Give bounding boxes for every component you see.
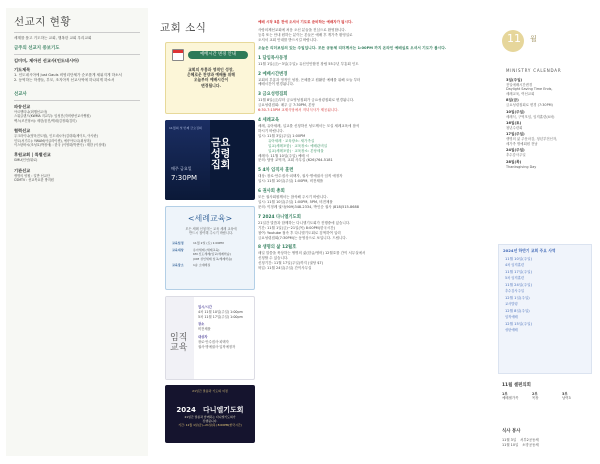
item-line: 세례, 유아세례, 입교를 신청하신 성도께서는 모실 세례교육에 참석 xyxy=(258,124,360,129)
calendar-icon xyxy=(172,49,184,61)
schedule-item xyxy=(499,257,591,267)
item-line: 문의: 이정례 권사(909)348-2334, 박인순 권사 (818)515-8688 xyxy=(258,204,359,209)
announcement-item xyxy=(258,117,490,163)
poster-title: 다니엘기도회 xyxy=(203,406,244,414)
block-line: 스위클랜드(KWMA 지교부): 임성진(자비량선교사쩡원) xyxy=(14,114,91,119)
schedule-item xyxy=(499,296,591,306)
card-line: 4차 11월 10일(주일) 1:00pm xyxy=(198,309,243,314)
schedule-text: 4차 임직훈련 xyxy=(505,263,525,267)
item-line: 세례식: 11월 10일(주일) 예배 시 xyxy=(258,153,310,158)
schedule-item xyxy=(499,270,591,280)
calendar-item xyxy=(506,148,590,157)
item-line: 대상: 장로·안수집사·피택자, 권사·명예권사 임직 예정자 xyxy=(258,174,343,179)
schedule-item xyxy=(499,283,591,293)
announcements xyxy=(258,20,490,271)
divider xyxy=(14,32,140,33)
banner-line: 교회의 부흥과 영적인 성장, xyxy=(188,67,234,72)
calendar-title: MINISTRY CALENDAR xyxy=(506,68,562,73)
block-title: 협력선교 xyxy=(14,128,31,134)
schedule-item xyxy=(499,322,591,332)
intro-line: 오셔서 교회 안내를 받으시길 바랍니다. xyxy=(258,37,318,42)
card-line: 5차 11월 17일(주일) 1:00pm xyxy=(198,314,243,319)
card-line: 권사·명예권사·입직예정자 xyxy=(198,344,236,349)
cell-key: 3부 xyxy=(562,392,568,396)
duty-date: 11월 10일 xyxy=(502,442,519,447)
calendar-date: 17일(주일) xyxy=(506,132,525,137)
schedule-item xyxy=(499,309,591,319)
row-value: 11월 2일 (토) 1:00PM xyxy=(193,241,224,245)
card-title: <세례교육> xyxy=(187,214,233,223)
poster-line: 21일간 말씀과 함께하는 다니엘기도회가 xyxy=(184,415,236,419)
item-line: 신청할 수 있습니다. xyxy=(258,256,289,261)
poster-top: 21일간 말씀과 기도의 여정 xyxy=(192,389,228,393)
schedule-title: 2024년 하반기 교회 주요 사역 xyxy=(503,248,556,253)
meal-service-list xyxy=(502,438,590,447)
row-value: 유아세례 (세례교육) xyxy=(193,247,220,252)
cell-value: 예배셀가족 xyxy=(502,396,519,401)
item-line: 21일간 말씀과 함께하는 다니엘기도회가 진행중에 있습니다. xyxy=(258,220,351,225)
card-line: 장로·안수집사·피택자 xyxy=(198,339,229,344)
meal-service-title: 식사 봉사 xyxy=(502,429,521,434)
poster-line: 진행됩니다. xyxy=(202,419,218,423)
banner-heading: 예배시간 변경 안내 xyxy=(188,51,248,59)
item-line: 교회의 부흥과 영적인 성장, 은혜롭고 원활한 예배를 위해 오늘 부터 xyxy=(258,77,361,82)
calendar-date: 10일(주일) xyxy=(506,109,525,114)
duty-team: 소망공동체 xyxy=(522,442,539,447)
calendar-date: 16일(토) xyxy=(506,121,522,126)
item-line: 입교(세례포함) · 교육장소: 예배관비실 xyxy=(268,143,328,148)
card-desc: 반드시 참여해 주시기 바랍니다. xyxy=(188,231,234,236)
calendar-text: 전일예배시간변경 xyxy=(506,83,533,87)
row-key: 교육장소 xyxy=(172,263,184,268)
item-title: 8 생명의 삶 12월호 xyxy=(258,245,297,251)
poster-big: 집회 xyxy=(211,160,231,171)
poster-line: 기간: 11월 1일(금)~21일(목) 8:00PM(한국시간) xyxy=(178,423,242,427)
schedule-text: 교사발령 xyxy=(505,302,518,306)
item-line: 유아세례 · 교육장소: 새가족실 xyxy=(268,138,315,143)
block-title: 후원교회 | 특별선교 xyxy=(14,152,51,158)
schedule-date: 12월 8일(주일) xyxy=(505,309,530,313)
block-title: 파송선교 xyxy=(14,104,31,109)
announcement-item xyxy=(258,71,490,88)
poster-big: 금요 xyxy=(211,138,231,149)
calendar-item xyxy=(506,132,590,146)
cell-key: 2부 xyxy=(532,392,538,396)
schedule-text: 추수감사주일 xyxy=(505,289,525,293)
banner-line: 오늘부터 예배시간이 xyxy=(193,77,229,83)
duty-row xyxy=(502,443,590,448)
poster-year: 2024 xyxy=(176,406,196,414)
calendar-date: 24일(주일) xyxy=(506,148,525,153)
calendar-item xyxy=(506,78,590,96)
fellowship-cell xyxy=(502,392,530,401)
schedule-date: 12월 15일(주일) xyxy=(505,322,532,326)
intro-line: 사랑의제선교회에 처음 오신 분들을 진심으로 환영합니다. xyxy=(258,27,346,32)
schedule-date: 11월 10일(주일) xyxy=(505,257,532,261)
block-line: 인도(서기수): YWAM(아클라이센), 에쿠아도르(최성미) xyxy=(14,138,91,143)
duty-date: 11월 3일 xyxy=(502,438,517,442)
poster-time: 7:30PM xyxy=(171,174,197,182)
calendar-text: 금요성령집회로 변경 (7:30PM) xyxy=(506,103,553,108)
row-value: (OM 성인세례 입교/세례학습) xyxy=(193,256,233,261)
announcement-item xyxy=(258,214,490,241)
prayer-label: 기도제목 xyxy=(14,67,31,72)
banner-line: 은혜로운 찬양과 예배를 위해 xyxy=(187,72,235,78)
cell-key: 1부 xyxy=(502,392,508,396)
prayer-section-heading: 금주의 선교지 중보기도 xyxy=(14,46,60,51)
month-label: 월 xyxy=(530,35,537,43)
card-line: 비전채플 xyxy=(198,327,211,332)
row-value: 1층 소예배실 xyxy=(193,263,211,268)
card-desc: 모든 세례 신청자는 교육 세례 교육에 xyxy=(185,227,237,231)
item-title: 3 금요성령집회 xyxy=(258,92,288,98)
calendar-panel xyxy=(498,22,592,456)
calendar-item xyxy=(506,121,590,130)
calendar-item xyxy=(506,110,590,119)
fellowship-cell xyxy=(532,392,560,401)
poster-sub: 매주 금요일 xyxy=(171,166,192,171)
calendar-text: 세가족 명예회원 전남 xyxy=(506,141,538,146)
daniel-prayer-poster xyxy=(165,385,255,443)
mission-intro: 세계를 품고 기도하는 교회, 행복한 교회 우리교회 xyxy=(14,36,92,40)
item-line: 일시: 11월 3일(주일) 1:00PM xyxy=(258,133,306,138)
block-line: 이스탄바시(조성호/박정애) : 한국 (이영화/박현아) : 태한 (이상태) xyxy=(14,143,106,148)
card-big-title: 임직교육 xyxy=(170,333,188,353)
duty-team: 서부2공동체 xyxy=(520,438,539,442)
missionary-label: 선교사 xyxy=(14,92,27,97)
block-title: 기관선교 xyxy=(14,167,31,173)
prayer-item: 2. 동역하는 학생들, 부모, 조지아직 선교사역에 하나되게 하소서 xyxy=(14,78,115,82)
item-line: 기간: 11월 1일(금)~21일(목) 8:00PM(한국시간) xyxy=(258,225,335,230)
block-line: 벡스(조진형씨): 세한/윤진/케네(김정희/김미) xyxy=(14,118,77,123)
item-title: 1 담임목사동정 xyxy=(258,55,288,61)
schedule-text: 5차 임직훈련 xyxy=(505,276,525,280)
news-title: 교회 소식 xyxy=(160,22,207,34)
item-line: 하시기 바랍니다. xyxy=(258,128,284,133)
item-line: 일시: 11월 10일(주일) 1:00PM, 비전채플 xyxy=(258,179,324,184)
prayer-item: 1. 인도네시아에 Just Gauls 비영리단체가 순조롭게 세워지게 하소서 xyxy=(14,73,123,77)
reminder-text: 예배 시작 5분 전에 오셔서 기도로 준비하는 예배자가 됩시다. xyxy=(258,20,353,24)
calendar-text: 생명의 삶 주문마감, 청년부전신자, xyxy=(506,137,558,142)
block-line: GMU(인선/워로) xyxy=(14,158,38,163)
poster-small: 11월의 첫 번째 금요집회 xyxy=(169,126,202,130)
divider xyxy=(14,54,140,55)
calendar-text: 세례식, 구역모임, 임직훈련(4차) xyxy=(506,114,555,119)
schedule-text: 성탄예배 xyxy=(505,328,518,332)
announcement-item xyxy=(258,91,490,113)
announcement-item xyxy=(258,167,490,184)
item-title: 2 예배시간변경 xyxy=(258,71,288,77)
cell-value: 남여3 xyxy=(562,396,571,401)
baptism-education-card xyxy=(165,206,255,290)
item-line: 금요성령집회(7:30PM)는 동영상으로 보입니다. 드립니다. xyxy=(258,235,347,240)
calendar-text: 추수감사주일 xyxy=(506,153,526,158)
card-key: 대상자 xyxy=(198,334,208,339)
row-key: 교육대상 xyxy=(172,247,184,252)
item-line: 11월 1일(금)~3일(주일): 유신인안합전 창립 55주년 부흥회 인도 xyxy=(258,61,359,66)
ordination-training-card xyxy=(165,296,255,380)
cell-value: 목장 xyxy=(532,396,539,401)
item-line: 금요성령집회: 매주 금 7:30PM, 본당 xyxy=(258,103,315,108)
block-line: 아르헨티나(최행선교사) xyxy=(14,110,48,114)
item-line: 문의: 담당 교역자, 교회 사무실 (626)764-5181 xyxy=(258,158,333,163)
fellowship-title: 11월 셀편의회 xyxy=(502,383,531,388)
calendar-text: Daylight Saving Time Ends, xyxy=(506,87,553,92)
item-line: 신청기간: 11월 17일(주일)까지 (권당 $7) xyxy=(258,261,324,266)
schedule-date: 11월 24일(주일) xyxy=(505,283,532,287)
item-title: 7 2024 다니엘기도회 xyxy=(258,214,301,220)
banner-line: 변경됩니다. xyxy=(201,82,221,88)
calendar-text: Thanksgiving Day xyxy=(506,164,537,169)
item-line: 예배시간이 변경됩니다. xyxy=(258,82,295,87)
headline: 오늘은 리더보임의 있는 주일입니다. 모든 공동체 리더께서는 1:00PM 까지 온라인 예배실로 오셔서 기도가 봅시다. xyxy=(258,45,447,50)
calendar-item xyxy=(506,160,590,169)
item-title: 5 4차 임직자 훈련 xyxy=(258,168,294,174)
month-number: 11 xyxy=(507,32,521,45)
item-line: 모든 권사회원께서는 참석해 주시기 바랍니다. xyxy=(258,195,328,200)
block-line: 생명의 양원 : 일반 선교단 xyxy=(14,173,50,178)
item-title: 6 권사회 총회 xyxy=(258,189,285,195)
calendar-item xyxy=(506,98,590,107)
item-line: 픽업: 11월 24일(주일) 간이사무실 xyxy=(258,266,312,271)
mission-panel xyxy=(6,8,148,456)
fellowship-cell xyxy=(562,392,590,401)
schedule-date: 12월 1일(주일) xyxy=(505,296,530,300)
block-line: 우크라이나(양육전도원), 인도네시아(김대희/세이트, 아사란) xyxy=(14,134,98,139)
schedule-date: 11월 17일(주일) xyxy=(505,270,532,274)
item-line: 입교(세례포함) · 교육장소: 본당세물 xyxy=(268,148,324,153)
item-line: 11월 8일(금)부터 금요영성집회가 금요성령집회로 변경됩니다. xyxy=(258,98,355,103)
divider xyxy=(14,100,140,101)
calendar-date: 3일(주일) xyxy=(506,78,523,82)
announcement-item xyxy=(258,244,490,271)
calendar-list xyxy=(506,78,590,171)
row-value: KM 신도세례(입교/세례학습) xyxy=(193,252,231,257)
block-line: CSMTV : 선교목요한 방지원 xyxy=(14,178,54,183)
calendar-text: 청년수련회 xyxy=(506,126,523,131)
row-key: 교육일정 xyxy=(172,241,184,245)
calendar-date: 28일(목) xyxy=(506,159,522,164)
calendar-text: 세례교육, 여선교회 xyxy=(506,91,535,96)
friday-service-poster xyxy=(165,120,255,200)
worship-time-banner xyxy=(165,42,255,114)
row-key xyxy=(172,257,190,262)
poster-big: 성령 xyxy=(211,149,231,160)
fellowship-grid xyxy=(502,392,590,401)
item-title: 4 세례교육 xyxy=(258,118,280,124)
schedule-box xyxy=(498,244,592,374)
announcement-item xyxy=(258,188,490,210)
card-key: 장소 xyxy=(198,322,205,327)
region-heading: 김미미, 제아진 선교사(인도네시아) xyxy=(14,58,79,63)
item-line: 일시: 11월 10일(주일) 1:00PM, 5PM, 비전채플 xyxy=(258,200,333,205)
item-line: 참여: Youtube 접속 후 다니엘기도회로 검색하여 입력 xyxy=(258,230,341,235)
item-line: 6:30-7:15PM 교제식당에서 저녁식사가 제공됩니다. xyxy=(258,108,339,113)
intro-line: 등록 또는 안내 원하는 분이는 본들은 예배 후 게가족 환영실로 xyxy=(258,32,353,37)
mission-title: 선교지 현황 xyxy=(14,16,72,28)
card-key: 일시/시간 xyxy=(198,305,212,309)
calendar-date: 8일(금) xyxy=(506,98,519,103)
announcement-item xyxy=(258,55,490,67)
item-line: 매일 말씀을 묵상하는 생명의 삶(한글/영어) 12월호를 간이 서무실에서 xyxy=(258,251,366,256)
schedule-text: 임직예배 xyxy=(505,315,518,319)
